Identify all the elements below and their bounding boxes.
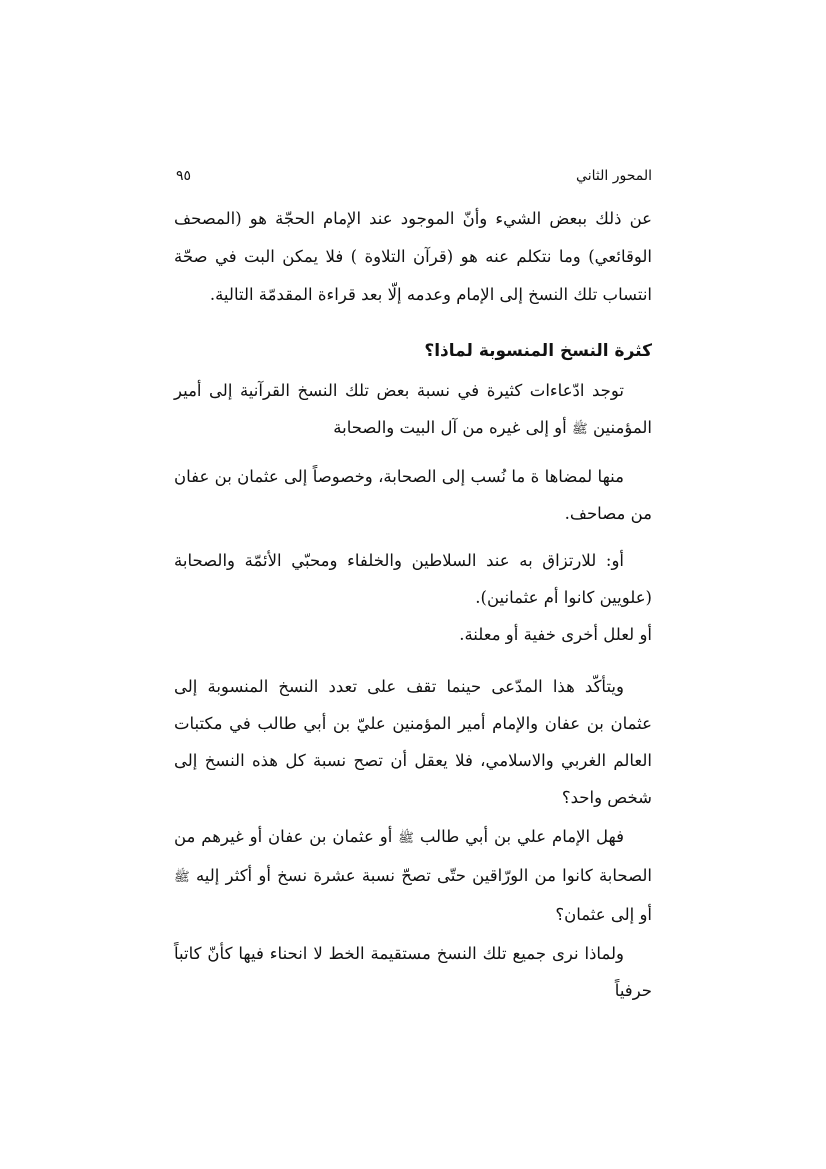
running-title: المحور الثاني [576,168,652,184]
body-paragraph-2: منها لمضاها ة ما نُسب إلى الصحابة، وخصوصاً إلى عثمان بن عفان من مصاحف. [174,467,652,523]
section-body [174,372,652,653]
paragraph-6-part-a: فهل الإمام علي بن أبي طالب [419,827,624,846]
section-heading: كثرة النسخ المنسوبة لماذا؟ [424,341,652,361]
body-paragraph-4: أو لعلل أخرى خفية أو معلنة. [459,625,652,644]
intro-paragraph-block [174,200,652,314]
blessing-symbol: ﷺ [572,422,588,437]
intro-paragraph: عن ذلك ببعض الشيء وأنّ الموجود عند الإمام الحجّة هو (المصحف الوقائعي) وما نتكلم عنه هو (قرآن التلاوة ) فلا يمكن البت في صحّة انتساب تلك النسخ إلى الإمام وعدمه إلّا بعد قراءة المقدمّة التالية. [174,209,652,304]
page-number: ٩٥ [176,168,192,184]
section-body-continued [174,668,652,1009]
paragraph-6-part-c: أو إلى عثمان؟ [555,905,652,924]
body-paragraph-7: ولماذا نرى جميع تلك النسخ مستقيمة الخط لا انحناء فيها كأنّ كاتباً حرفياً [174,944,652,1000]
body-paragraph-1 [174,372,652,448]
paragraph-6-part-b: أو عثمان بن عفان أو غيرهم من الصحابة كانوا من الورّاقين حتّى تصحّ نسبة عشرة نسخ أو أكثر إليه [174,827,653,885]
blessing-symbol: ﷺ [174,870,190,885]
paragraph-1-text: توجد ادّعاءات كثيرة في نسبة بعض تلك النسخ القرآنية إلى أمير المؤمنين [174,381,652,437]
paragraph-1-continuation: أو إلى غيره من آل البيت والصحابة [333,418,567,437]
body-paragraph-5: ويتأكّد هذا المدّعى حينما تقف على تعدد النسخ المنسوبة إلى عثمان بن عفان والإمام أمير المؤمنين عليّ بن أبي طالب في مكتبات العالم الغربي والاسلامي، فلا يعقل أن تصح نسبة كل هذه النسخ إلى شخص واحد؟ [174,677,652,807]
blessing-symbol: ﷺ [398,831,414,846]
page-header [176,168,652,192]
body-paragraph-3: أو: للارتزاق به عند السلاطين والخلفاء ومحبّي الأئمّة والصحابة (علويين كانوا أم عثمانين). [174,551,652,607]
body-paragraph-6 [174,818,652,933]
